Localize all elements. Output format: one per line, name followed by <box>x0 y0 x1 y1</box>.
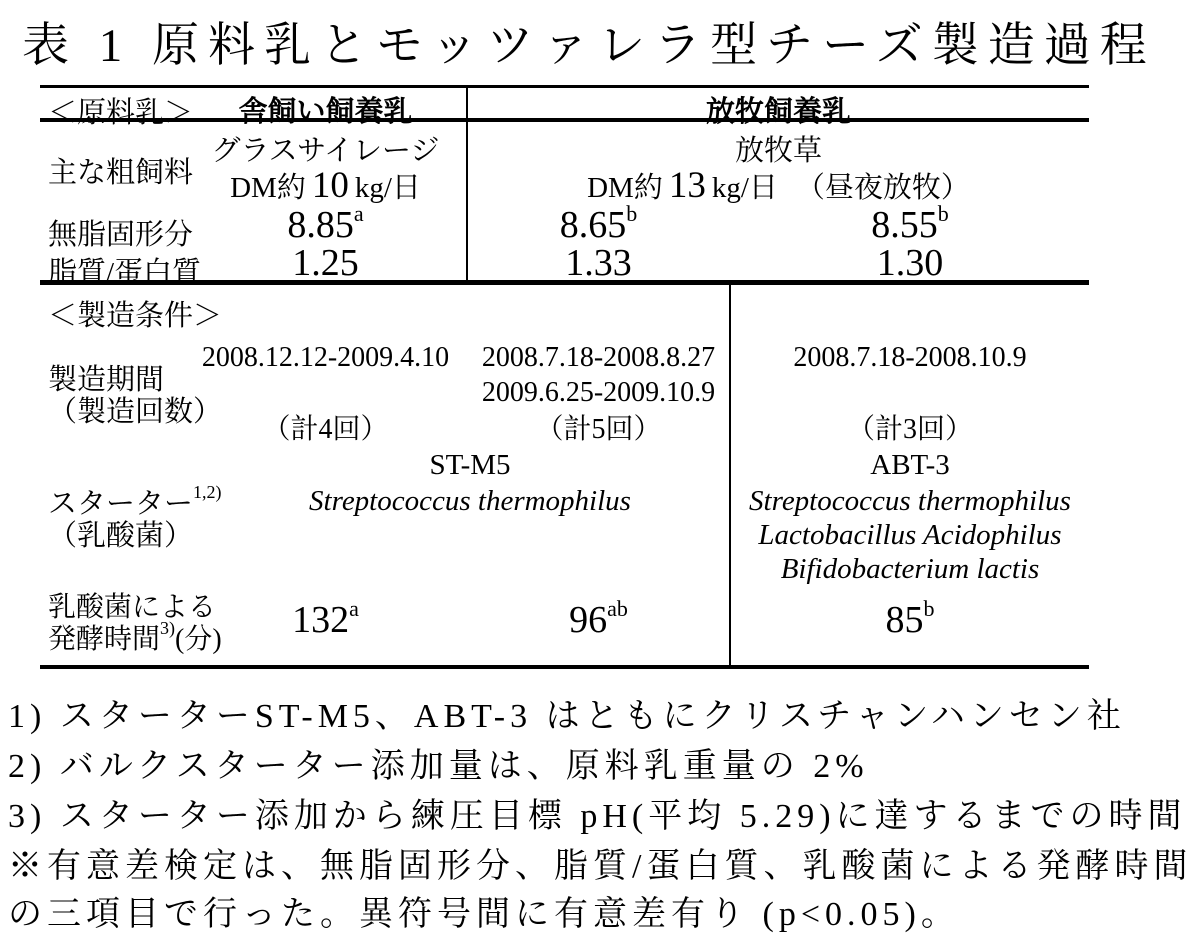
period-housed-date: 2008.12.12-2009.4.10 <box>201 342 450 373</box>
fermentation-value-housed-number: 132 <box>292 599 350 641</box>
footnote-2: 2) バルクスターター添加量は、原料乳重量の 2% <box>8 748 869 785</box>
feed-housed-dm-value: 10 <box>311 165 349 206</box>
footnote-significance-line2: の三項目で行った。異符号間に有意差有り (p<0.05)。 <box>8 896 960 933</box>
fermentation-value-grazing1 <box>468 598 729 642</box>
fat-protein-value-housed: 1.25 <box>292 242 359 284</box>
feed-row-label: 主な粗飼料 <box>48 157 194 189</box>
fermentation-value-grazing2 <box>731 598 1089 642</box>
feed-housed-dm-prefix: DM約 <box>230 172 306 204</box>
period-row-label-line2: （製造回数） <box>48 396 223 428</box>
starter-left-culture-name: ST-M5 <box>429 449 511 481</box>
fermentation-value-grazing2-significance: b <box>923 596 935 622</box>
feed-housed-dm <box>185 164 466 207</box>
period-grazing2-count: （計3回） <box>846 414 973 445</box>
period-housed-count: （計4回） <box>262 414 389 445</box>
starter-right-species-3: Bifidobacterium lactis <box>780 553 1040 585</box>
period-grazing1-count: （計5回） <box>535 414 662 445</box>
period-grazing2-date: 2008.7.18-2008.10.9 <box>793 342 1027 373</box>
fat-protein-value-grazing2: 1.30 <box>876 242 944 284</box>
rule-bottom <box>40 665 1089 669</box>
fermentation-row-label-line1: 乳酸菌による <box>48 592 217 623</box>
feed-grazing-dm <box>468 164 1089 207</box>
footnote-3: 3) スターター添加から練圧目標 pH(平均 5.29)に達するまでの時間 <box>8 798 1187 835</box>
feed-grazing-dm-note: （昼夜放牧） <box>795 172 970 204</box>
snf-value-housed-significance: a <box>353 201 364 227</box>
starter-row-label-line2: （乳酸菌） <box>48 520 194 552</box>
feed-grazing-dm-unit: kg/日 <box>711 172 778 204</box>
starter-row-label-footnote-ref: 1,2) <box>193 482 222 503</box>
snf-value-housed-number: 8.85 <box>287 204 354 246</box>
snf-value-grazing1-number: 8.65 <box>559 204 627 246</box>
fat-protein-row-label: 脂質/蛋白質 <box>48 257 202 289</box>
snf-value-grazing2-number: 8.55 <box>871 204 938 246</box>
starter-right-species-2: Lactobacillus Acidophilus <box>758 519 1062 551</box>
fermentation-row-label-footnote-ref: 3) <box>160 617 176 638</box>
header-grazing-milk: 放牧飼養乳 <box>705 96 851 128</box>
fat-protein-value-grazing1: 1.33 <box>565 242 632 284</box>
period-grazing1-date2: 2009.6.25-2009.10.9 <box>481 377 716 408</box>
starter-row-label-main: スターター <box>48 488 194 520</box>
footnote-1: 1) スターターST-M5、ABT-3 はともにクリスチャンハンセン社 <box>8 698 1126 735</box>
starter-left-species-1: Streptococcus thermophilus <box>309 485 631 517</box>
fermentation-value-grazing1-significance: ab <box>607 596 628 622</box>
conditions-section-label: ＜製造条件＞ <box>48 300 223 332</box>
fermentation-row-label-line2-unit: (分) <box>175 624 222 655</box>
fermentation-value-grazing1-number: 96 <box>569 599 608 641</box>
header-housed-milk: 舎飼い飼養乳 <box>238 96 413 128</box>
rule-top <box>40 85 1089 88</box>
feed-housed-dm-unit: kg/日 <box>354 172 421 204</box>
period-row-label-line1: 製造期間 <box>48 364 165 396</box>
snf-value-grazing2-significance: b <box>937 201 949 227</box>
feed-housed-name: グラスサイレージ <box>211 135 440 167</box>
snf-row-label: 無脂固形分 <box>48 219 194 251</box>
header-row-label: ＜原料乳＞ <box>48 97 194 129</box>
fermentation-value-grazing2-number: 85 <box>885 599 924 641</box>
snf-value-grazing1-significance: b <box>626 201 638 227</box>
feed-grazing-dm-prefix: DM約 <box>587 172 663 204</box>
fermentation-value-housed-significance: a <box>349 596 359 622</box>
starter-right-culture-name: ABT-3 <box>870 449 950 481</box>
feed-grazing-name: 放牧草 <box>734 135 822 167</box>
fermentation-row-label-line2-main: 発酵時間 <box>48 624 161 655</box>
starter-right-species-1: Streptococcus thermophilus <box>749 485 1071 517</box>
footnote-significance-line1: ※有意差検定は、無脂固形分、脂質/蛋白質、乳酸菌による発酵時間 <box>8 848 1193 885</box>
page-title: 表 1 原料乳とモッツァレラ型チーズ製造過程 <box>22 20 1156 72</box>
feed-grazing-dm-value: 13 <box>668 165 706 206</box>
period-grazing1-date1: 2008.7.18-2008.8.27 <box>481 342 716 373</box>
fermentation-value-housed <box>185 598 466 642</box>
